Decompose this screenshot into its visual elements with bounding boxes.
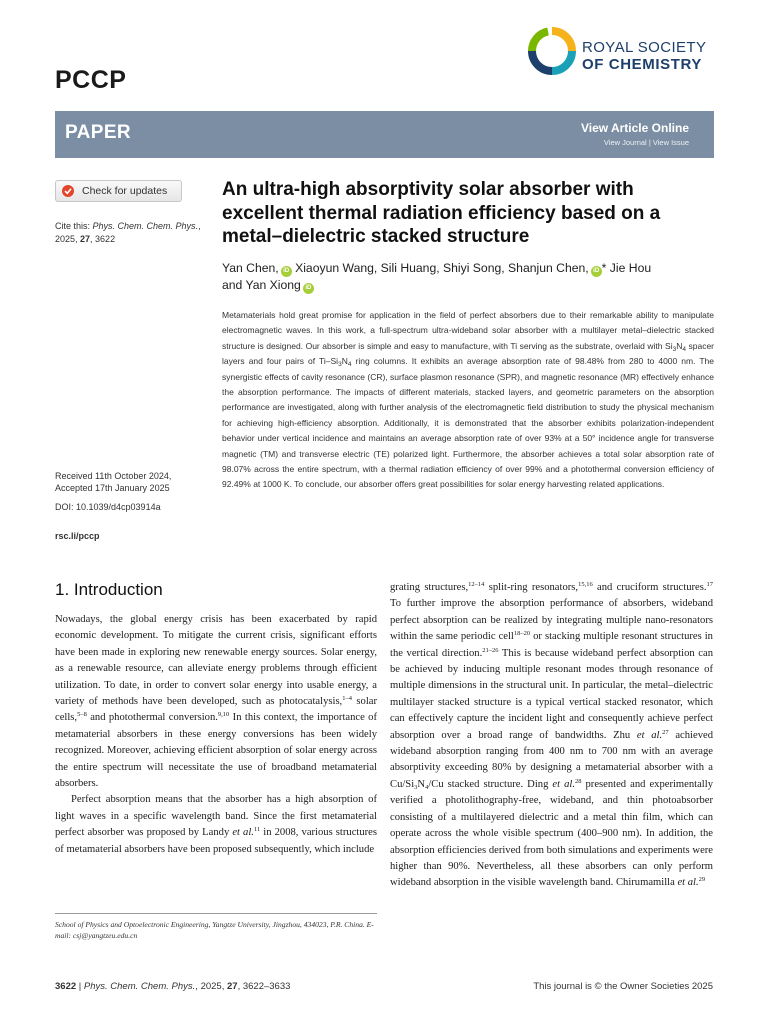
received-date: Received 11th October 2024, (55, 471, 172, 481)
check-for-updates-button[interactable] (55, 180, 182, 202)
orcid-icon[interactable]: iD (281, 266, 292, 277)
intro-paragraph: Nowadays, the global energy crisis has been exacerbated by rapid economic development. To mitigate the current crisis, significant efforts have been made in exploring new renewable energy sources. Solar energy, as a renewable resource, can alleviate energy problems through efficient utilization. To date, in order to convert solar energy into usable energy, a variety of methods have been developed, such as photocatalysis,$^{1-4}$ solar cells,$^{5-8}$ and photothermal conversion.$^{9,10}$ In this context, the importance of metamaterial absorbers in these energy conversions has been widely recognized. Moreover, achieving efficient absorption of solar energy across the entire spectrum will necessitate the use of broadband metamaterial absorbers. (55, 614, 377, 790)
citation-ref: 5–8 (77, 711, 87, 719)
rsc-logo[interactable] (528, 27, 718, 85)
article-type: PAPER (65, 122, 132, 143)
author-text: Xiaoyun Wang, Sili Huang, Shiyi Song, Shanjun Chen, (291, 261, 589, 275)
orcid-icon[interactable]: iD (591, 266, 602, 277)
article-title: An ultra-high absorptivity solar absorber with excellent thermal radiation efficiency based on a metal–dielectric stacked structure (222, 179, 661, 247)
received-accepted (55, 470, 171, 494)
accepted-date: Accepted 17th January 2025 (55, 483, 170, 493)
citation-ref: 11 (253, 826, 261, 834)
author-list (222, 260, 702, 294)
rsc-logo-text (582, 39, 706, 73)
intro-left-column (55, 612, 377, 858)
view-journal-link[interactable]: View Journal (603, 138, 647, 147)
doi[interactable]: DOI: 10.1039/d4cp03914a (55, 502, 161, 512)
citation-ref: 28 (574, 777, 582, 785)
orcid-icon[interactable]: iD (303, 283, 314, 294)
abstract: Metamaterials hold great promise for application in the field of perfect absorbers due to their remarkable ability to manipulate electromagnetic waves. In this work, a full-spectrum ultra-wideband solar absorber with a multilayer metal–dielectric stacked structure is designed. Our absorber is simple and easy to manufacture, with Ti serving as the substrate, overlaid with $Si_3N_4$ spacer layers and four pairs of $Ti-Si_3N_4$ ring columns. It exhibits an average absorption rate of 98.48% from 280 to 4000 nm. The synergistic effects of cavity resonance (CR), surface plasmon resonance (SPR), and magnetic resonance (MR) effectively enhance the absorption performance. The impacts of different materials, stacked layers, and geometric parameters on the absorption performance are investigated, along with further analysis of the electromagnetic field distribution to study the physical mechanism for achieving high-efficiency absorption. Additionally, it is demonstrated that the absorber exhibits polarization-independent behavior under vertical incidence and maintains an average absorption rate of over 93% at a 50° incidence angle for transverse magnetic (TM) and transverse electric (TE) polarized light. Furthermore, the absorber achieves a total solar absorption rate of 98.07% across the entire spectrum, with a thermal radiation efficiency of over 99% and a photothermal conversion efficiency of 92.49% at 1000 K. To conclude, our absorber offers great possibilities for solar energy harvesting related applications. (222, 310, 715, 490)
author-text: and Yan Xiong (222, 278, 301, 292)
citation-ref: 15,16 (578, 581, 593, 588)
author-text: * Jie Hou (601, 261, 652, 275)
check-updates-icon (61, 184, 75, 198)
journal-name: PCCP (55, 66, 127, 94)
citation-ref: 27 (662, 728, 669, 736)
affiliation-footnote: School of Physics and Optoelectronic Engineering, Yangtze University, Jingzhou, 434023, P.R. China. E-mail: csj@yangtzeu.edu.cn (55, 920, 374, 940)
page-number: 3622 (55, 981, 77, 992)
citation-ref: 21–26 (482, 646, 499, 654)
citation-ref: 12–14 (468, 581, 485, 588)
journal-url[interactable]: rsc.li/pccp (55, 531, 100, 541)
intro-paragraph: grating structures,$^{12-14}$ split-ring resonators,$^{15,16}$ and cruciform structures.$^{17}$ To further improve the absorption performance of absorbers, wideband perfect absorption can be realized by integrating multiple nano-resonators within the same periodic cell$^{18-20}$ or stacking multiple resonant structures in the vertical direction.$^{21-26}$ This is because wideband perfect absorption can be achieved by inducing multiple resonant modes through resonance of multiple dimensions in the structural unit. In particular, the metal–dielectric multilayer stacked structure is a typical vertical stacked resonator, which can effectively capture the incident light and consequently achieve perfect absorption over a broad range of bandwidths. Zhu et al.$^{27}$ achieved wideband absorption ranging from 400 nm to 700 nm with an average absorptivity exceeding 80% by designing a metamaterial absorber with a $Cu/Si_3N_4/Cu$ stacked structure. Ding et al.$^{28}$ presented and experimentally verified a photolithography-free, wideband, and thin photoabsorber consisting of a multilayered dielectric and a metal thin film, which can operate across the whole visible spectrum (400–900 nm). In addition, the absorption efficiencies derived from both simulations and experiments were higher than 90%. Nevertheless, all these absorbers can only perform wideband absorption in the visible wavelength band. Chirumamilla et al.$^{29}$ (390, 581, 714, 889)
citation-ref: 1–4 (342, 695, 352, 703)
view-article-online-link[interactable]: View Article Online (580, 121, 689, 135)
rsc-logo-icon (528, 27, 576, 75)
banner-sublinks (604, 138, 689, 147)
intro-right-column (390, 580, 713, 892)
banner-separator: | (646, 138, 653, 147)
publisher-line1: ROYAL SOCIETY (582, 39, 707, 56)
section-heading: 1. Introduction (55, 580, 163, 599)
citation-ref: 17 (706, 581, 714, 588)
article-type-banner (55, 111, 714, 158)
view-issue-link[interactable]: View Issue (652, 138, 689, 147)
page-footer-right: This journal is © the Owner Societies 2025 (533, 981, 713, 992)
publisher-line2: OF CHEMISTRY (582, 56, 702, 73)
check-updates-label: Check for updates (82, 185, 168, 197)
page-footer-left: 3622 | Phys. Chem. Chem. Phys., 2025, 27, 3622–3633 (55, 981, 291, 992)
citation: Cite this: Phys. Chem. Chem. Phys., 2025, 27, 3622 (55, 221, 201, 244)
author-text: Yan Chen, (222, 261, 279, 275)
citation-ref: 29 (698, 876, 706, 884)
intro-paragraph: Perfect absorption means that the absorber has a high absorption of light waves in a specific wavelength band. Since the first metamaterial perfect absorber was proposed by Landy et al.$^{11}$ in 2008, various structures of metamaterial absorbers have been proposed subsequently, which include (55, 794, 377, 855)
citation-ref: 9,10 (217, 711, 230, 719)
footnote-divider (55, 913, 377, 914)
citation-ref: 18–20 (513, 630, 531, 638)
